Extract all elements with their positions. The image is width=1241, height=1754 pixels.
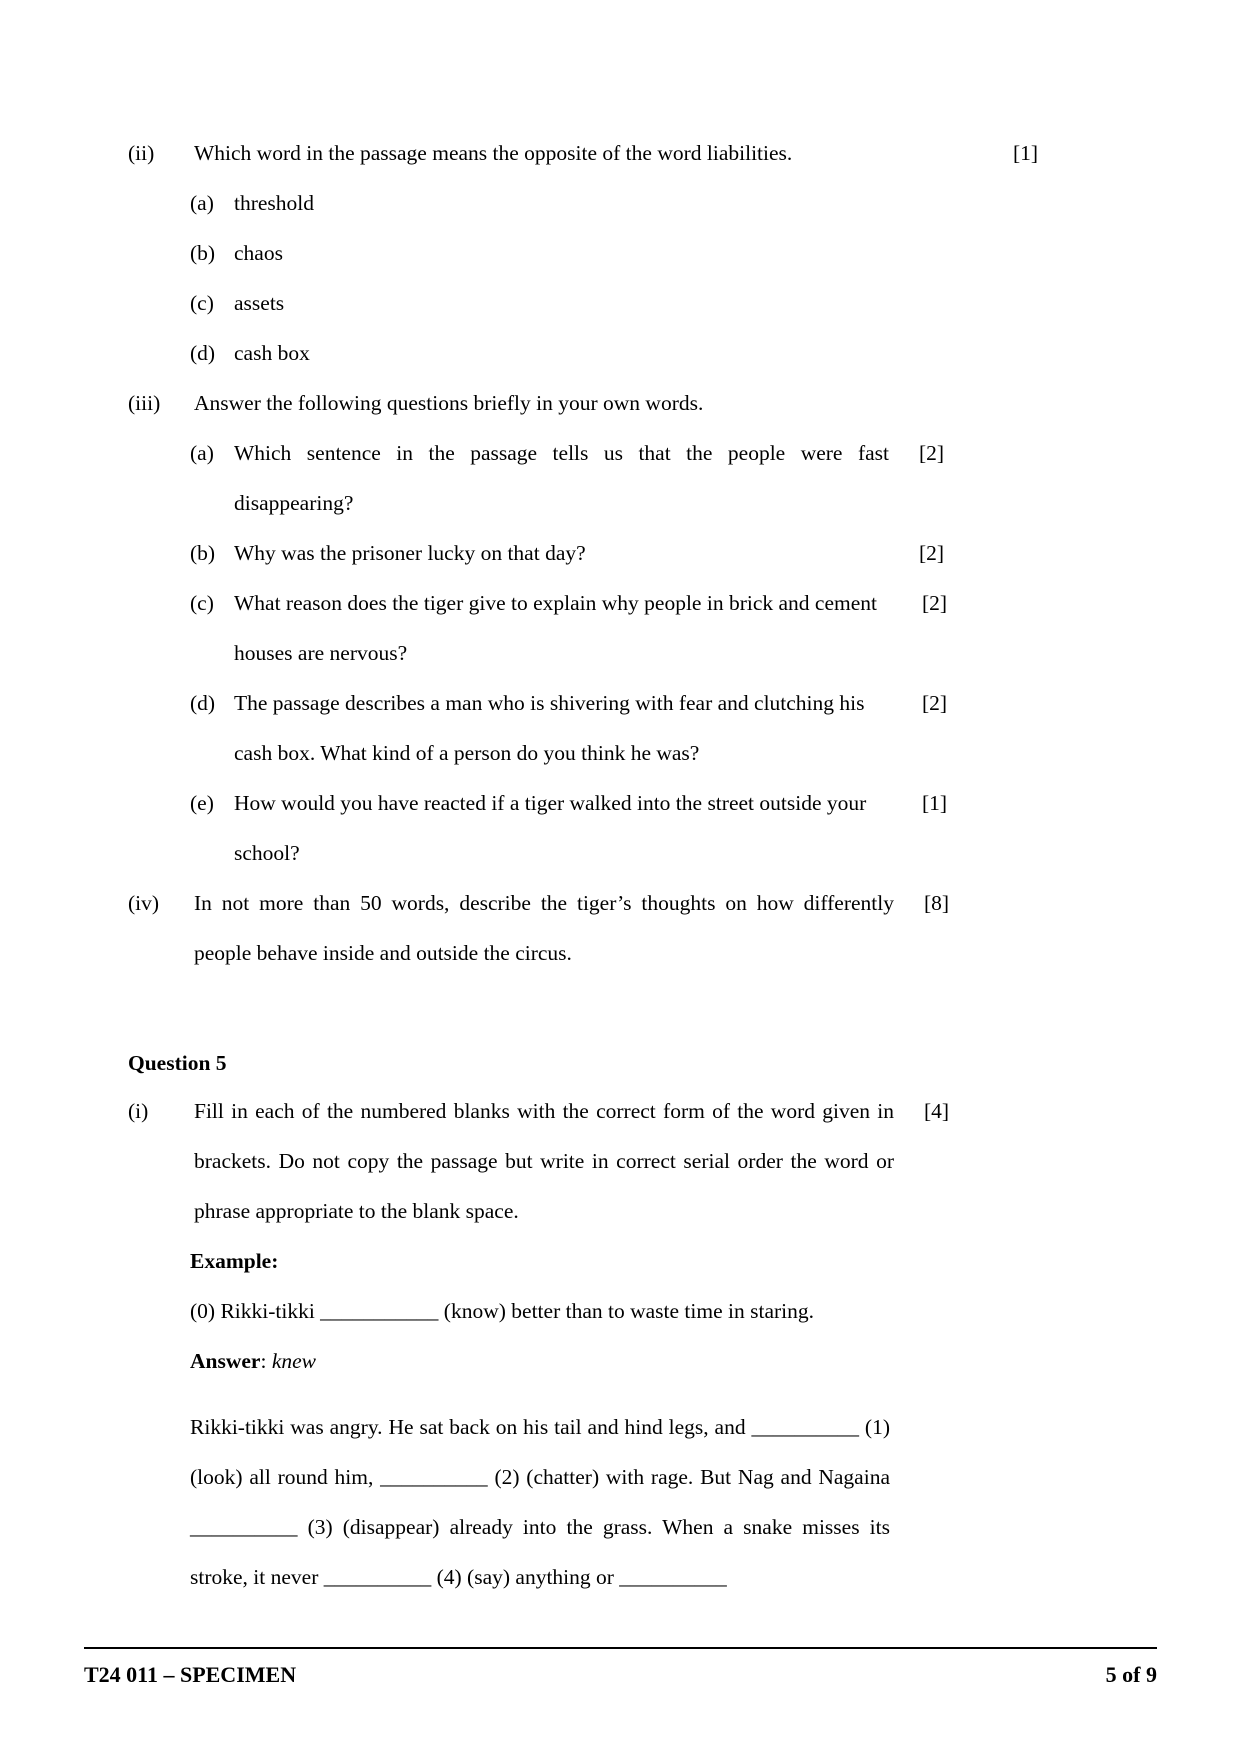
- question-iii-item-d-text: The passage describes a man who is shivering with fear and clutching his cash box. What kind of a person do you think he was?: [234, 691, 865, 765]
- example-label: Example:: [190, 1249, 279, 1273]
- question-iii-item-a-row: [190, 428, 1115, 528]
- question-5-part-i-marks: [4]: [924, 1099, 950, 1123]
- question-iii-items: [128, 428, 1053, 878]
- question-ii-row: [128, 128, 1053, 178]
- cloze-passage: Rikki-tikki was angry. He sat back on his tail and hind legs, and __________ (1) (look) all round him, __________ (2) (chatter) with rage. But Nag and Nagaina __________ (3) (disappear) already into the grass. When a snake misses its stroke, it never __________ (4) (say) anything or __________: [190, 1415, 890, 1589]
- option-a-label: (a): [190, 191, 214, 215]
- question-iv-number: (iv): [128, 891, 160, 915]
- question-iii-item-d-label: (d): [190, 691, 216, 715]
- question-iv-text: In not more than 50 words, describe the tiger’s thoughts on how differently people behave inside and outside the circus.: [194, 891, 894, 965]
- option-c-label: (c): [190, 291, 214, 315]
- question-ii-text: Which word in the passage means the opposite of the word liabilities.: [194, 141, 793, 165]
- question-iii-item-b-label: (b): [190, 541, 216, 565]
- answer-value: knew: [271, 1349, 317, 1373]
- question-iv-row: [128, 878, 1053, 978]
- answer-line: [190, 1336, 1053, 1386]
- question-5-part-i-text: Fill in each of the numbered blanks with the correct form of the word given in brackets. Do not copy the passage but write in correct serial order the word or phrase appropriate to the blank space.: [194, 1099, 894, 1223]
- footer-divider: [84, 1647, 1157, 1649]
- question-iii-item-c-label: (c): [190, 591, 214, 615]
- question-iii-number: (iii): [128, 391, 161, 415]
- footer-paper-code: T24 011 – SPECIMEN: [84, 1662, 297, 1687]
- section-gap: [128, 978, 1053, 1040]
- question-iii-item-e-text: How would you have reacted if a tiger walked into the street outside your school?: [234, 791, 867, 865]
- option-c-row: [190, 278, 1053, 328]
- question-iii-item-e-label: (e): [190, 791, 214, 815]
- answer-label: Answer: [190, 1349, 261, 1373]
- option-d-text: cash box: [234, 341, 310, 365]
- question-iii-row: [128, 378, 1053, 428]
- question-ii-options: [128, 178, 1053, 378]
- option-c-text: assets: [234, 291, 285, 315]
- question-iii-item-a-text: Which sentence in the passage tells us that the people were fast disappearing?: [234, 441, 889, 515]
- question-iv-marks: [8]: [924, 891, 950, 915]
- option-b-text: chaos: [234, 241, 283, 265]
- question-iii-item-d-marks: [2]: [922, 691, 948, 715]
- question-5-heading: Question 5: [128, 1051, 227, 1075]
- question-iii-item-e-row: [190, 778, 1115, 878]
- page-content: [128, 128, 1053, 1602]
- question-iii-item-e-marks: [1]: [922, 791, 948, 815]
- question-ii-marks: [1]: [1013, 141, 1039, 165]
- question-iii-item-b-text: Why was the prisoner lucky on that day?: [234, 541, 586, 565]
- example-passage-gap: [190, 1386, 1053, 1402]
- question-iii-item-c-row: [190, 578, 1115, 678]
- answer-separator: :: [260, 1349, 272, 1373]
- page-footer: [84, 1655, 1157, 1695]
- question-iii-item-a-marks: [2]: [919, 441, 945, 465]
- option-a-text: threshold: [234, 191, 315, 215]
- question-iii-item-a-label: (a): [190, 441, 214, 465]
- question-iii-item-d-row: [190, 678, 1115, 778]
- footer-page-number: 5 of 9: [1105, 1662, 1157, 1687]
- option-a-row: [190, 178, 1053, 228]
- question-iii-item-c-text: What reason does the tiger give to explain why people in brick and cement houses are nervous?: [234, 591, 877, 665]
- option-b-label: (b): [190, 241, 216, 265]
- question-iii-item-b-marks: [2]: [919, 541, 945, 565]
- question-5-part-i-row: [128, 1086, 1053, 1236]
- question-5-part-i-number: (i): [128, 1099, 149, 1123]
- question-iii-item-c-marks: [2]: [922, 591, 948, 615]
- option-d-label: (d): [190, 341, 216, 365]
- option-b-row: [190, 228, 1053, 278]
- example-line: (0) Rikki-tikki ___________ (know) better than to waste time in staring.: [190, 1299, 814, 1323]
- option-d-row: [190, 328, 1053, 378]
- question-iii-item-b-row: [190, 528, 1115, 578]
- example-block: [128, 1236, 1053, 1602]
- question-iii-text: Answer the following questions briefly in your own words.: [194, 391, 704, 415]
- question-ii-number: (ii): [128, 141, 155, 165]
